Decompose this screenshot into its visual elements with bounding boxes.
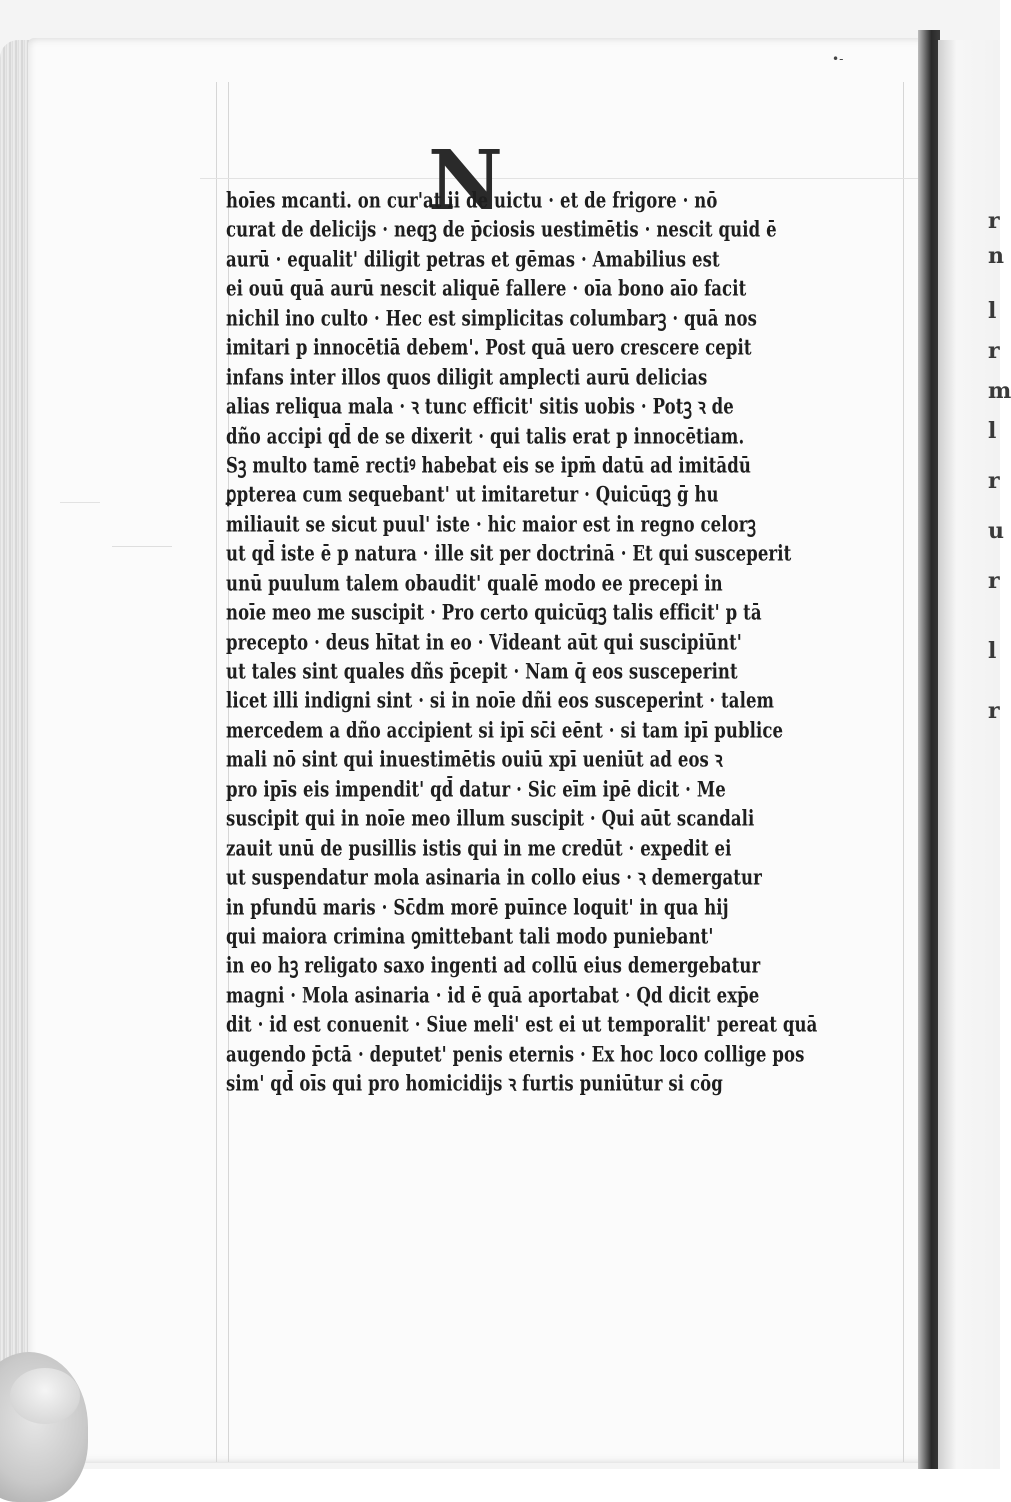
text-line: licet illi indigni sint · si in noīe dñi eos susceperint · talem [226,688,775,714]
facing-page-glyph: u [988,518,1004,544]
decorated-initial: N [428,133,503,229]
text-line: suscipit qui in noīe meo illum suscipit · Qui aūt scandali [226,806,755,831]
text-line: curat de delicijs · neqꝫ de p̄ciosis uestimētis · nescit quid ē [226,217,777,243]
text-line: ꝑpterea cum sequebant' ut imitaretur · Quicūqꝫ ḡ hu [226,482,719,507]
main-text-block [226,186,926,1099]
text-line: aurū · equalit' diligit petras et gēmas · Amabilius est [226,247,720,272]
text-line: imitari p innocētiā debem'. Post quā uero crescere cepit [226,335,752,360]
text-line: Sꝫ multo tamē rectiꝰ habebat eis se ipm̄ datū ad imitādū [226,453,751,478]
corner-mark: •- [832,52,844,66]
ruling-line-left-outer [216,82,217,1462]
facing-page-glyph: n [988,243,1004,269]
text-line: noīe meo me suscipit · Pro certo quicūqꝫ talis efficit' p tā [226,600,762,625]
ruling-line-top [200,178,920,179]
text-line: ut suspendatur mola asinaria in collo eius · ꝛ demergatur [226,865,762,890]
text-line: alias reliqua mala · ꝛ tunc efficit' sitis uobis · Potꝫ ꝛ de [226,394,734,419]
text-line: dit · id est conuenit · Siue meli' est ei ut temporalit' pereat quā [226,1012,818,1037]
text-line: ei ouū quā aurū nescit aliquē fallere · oīa bono aīo facit [226,276,747,301]
text-line: mali nō sint qui inuestimētis ouiū xpī ueniūt ad eos ꝛ [226,747,723,772]
text-line: sim' qd̄ oīs qui pro homicidijs ꝛ furtis puniūtur si cōg [226,1071,723,1096]
text-line: precepto · deus hītat in eo · Videant aūt qui suscipiūnt' [226,629,742,655]
book-gutter [918,30,940,1469]
text-line: in eo hꝫ religato saxo ingenti ad collū eius demergebatur [226,953,761,978]
text-line: qui maiora crimina ꝯmittebant tali modo puniebant' [226,924,714,949]
facing-page-glyph: l [988,298,997,324]
thumbnail-highlight [10,1368,80,1424]
facing-page-glyph: r [988,338,1000,364]
text-line: zauit unū de pusillis istis qui in me credūt · expedit ei [226,835,732,861]
text-line: hoīes mcanti. on cur'at ii de uictu · et de frigore · nō [226,188,718,213]
facing-page-glyph: r [988,468,1000,494]
text-line: unū puulum talem obaudit' qualē modo ee precepi in [226,570,723,596]
facing-page-glyph: l [988,638,997,664]
text-line: infans inter illos quos diligit amplecti aurū delicias [226,364,708,390]
text-line: in pfundū maris · Sc̄dm morē puīnce loquit' in qua hij [226,894,729,920]
text-line: magni · Mola asinaria · id ē quā aportabat · Qd dicit exp̄e [226,983,760,1008]
text-line: ut qd̄ iste ē p natura · ille sit per doctrinā · Et qui susceperit [226,541,792,566]
text-line: dño accipi qd̄ de se dixerit · qui talis erat p innocētiam. [226,423,745,449]
margin-ghost-mark [60,488,100,503]
facing-page-glyph: r [988,698,1000,724]
text-line: miliauit se sicut puul' iste · hic maior est in regno celorꝫ [226,512,757,537]
text-line: augendo p̄ctā · deputet' penis eternis · Ex hoc loco collige pos [226,1041,805,1067]
text-line: mercedem a dño accipient si ipī sc̄i eēnt · si tam ipī publice [226,718,784,743]
text-line: pro ipīs eis impendit' qd̄ datur · Sic eīm ipē dicit · Me [226,777,726,802]
facing-page-glyph: m [988,378,1011,404]
facing-page-glyph: r [988,568,1000,594]
facing-page-glyph: r [988,208,1000,234]
margin-ghost-mark [112,522,172,547]
text-line: ut tales sint quales dñs p̄cepit · Nam q̄ eos susceperint [226,659,738,684]
facing-page-glyph: l [988,418,997,444]
text-line: nichil ino culto · Hec est simplicitas columbarꝫ · quā nos [226,306,757,331]
